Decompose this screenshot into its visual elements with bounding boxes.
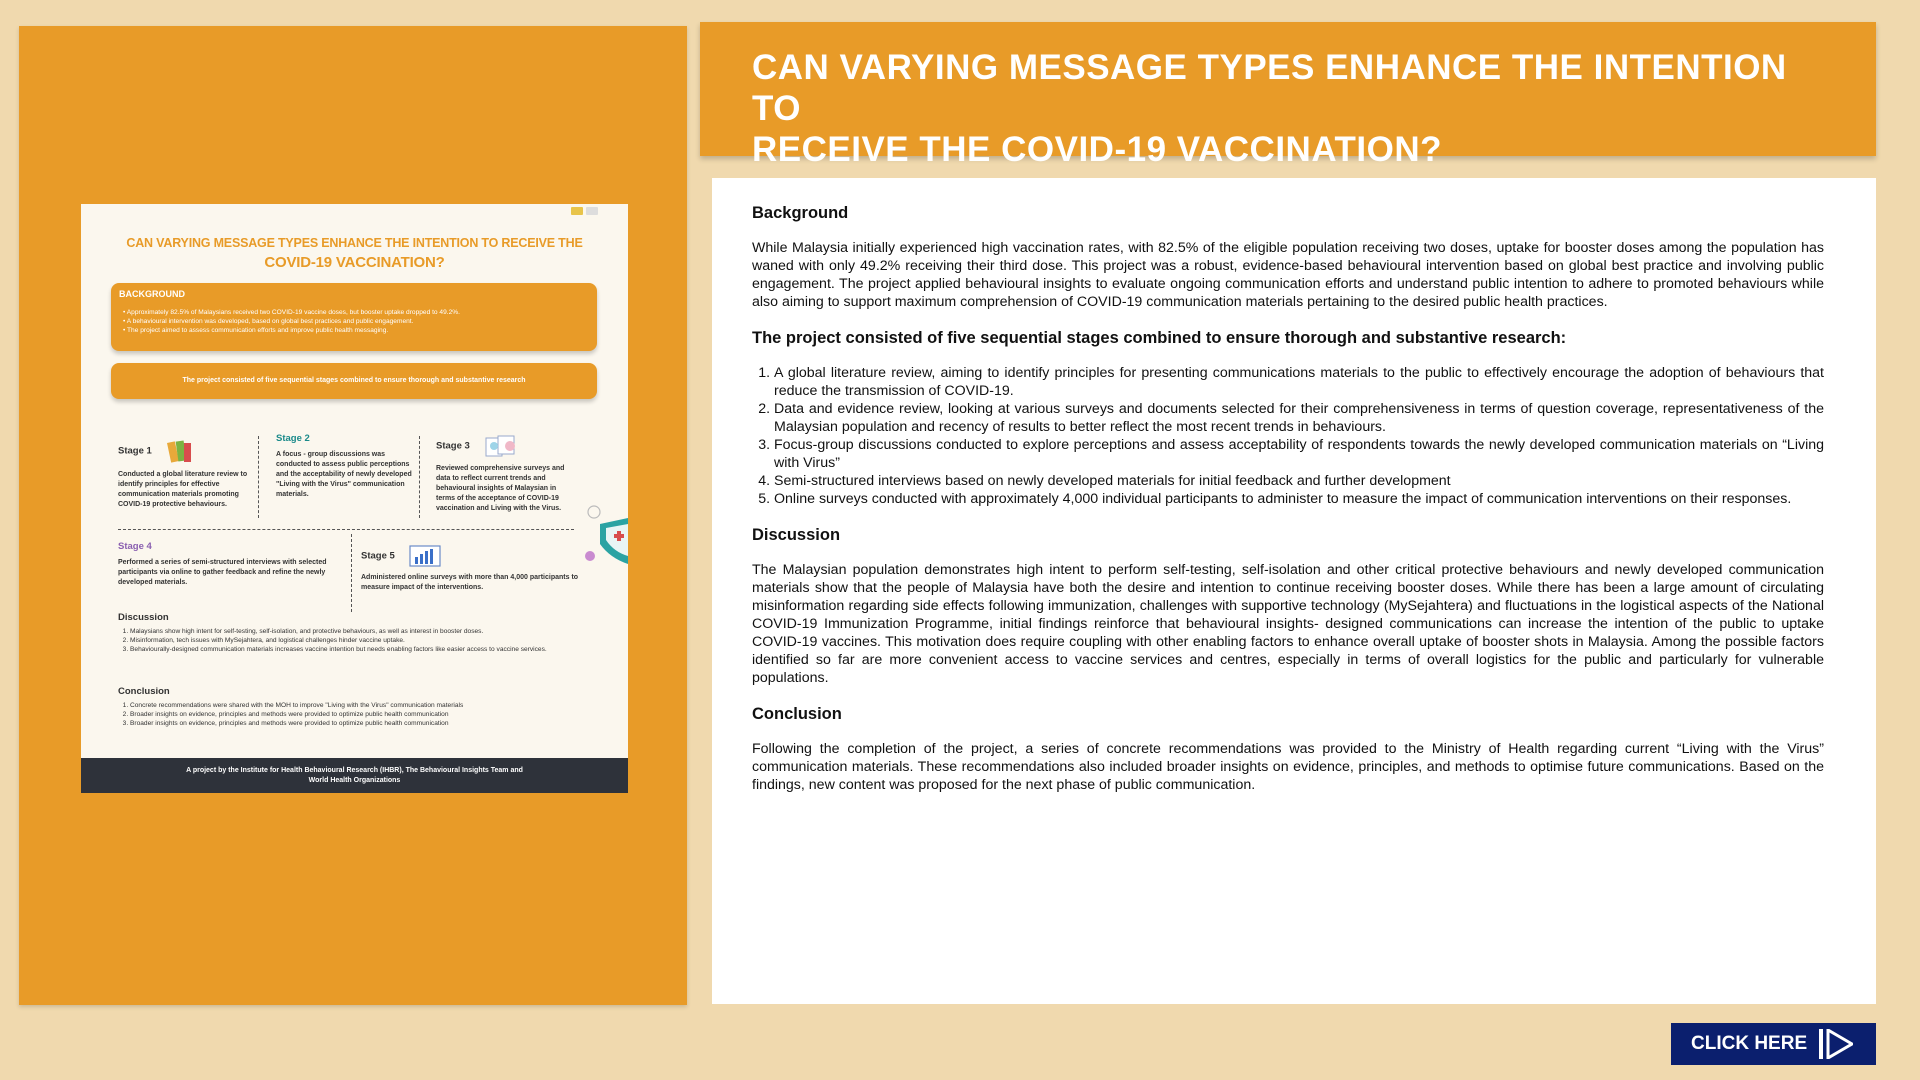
- divider: [351, 534, 352, 612]
- background-text: While Malaysia initially experienced high vaccination rates, with 82.5% of the eligible population receiving two doses, uptake for booster doses among the population has waned with only 49.2% receiving their third dose. This project was a robust, evidence-based behavioural intervention based on global best practice and involving public engagement. The project applied behavioural insights to evaluate ongoing communication efforts and understand public intention to adhere to promoted behaviours while also aiming to support maximum comprehension of COVID-19 communication materials pertaining to the desired public health practices.: [752, 240, 1824, 310]
- page-title-line2: RECEIVE THE COVID-19 VACCINATION?: [752, 130, 1442, 169]
- poster-footer-line2: World Health Organizations: [308, 777, 401, 784]
- books-icon: [166, 438, 196, 464]
- stage-text: A focus - group discussions was conducted to assess public perceptions and the acceptability of newly developed "Living with the Virus" communication materials.: [276, 451, 412, 498]
- conclusion-text: Following the completion of the project, a series of concrete recommendations was provided to the Ministry of Health regarding current “Living with the Virus” communication materials. These recommendations also included broader insights on evidence, principles, and methods to optimise future communications. Based on the findings, new content was proposed for the next phase of public communication.: [752, 741, 1824, 793]
- title-banner: [700, 22, 1876, 169]
- stage-label: Stage 2: [276, 433, 310, 444]
- stage-item: 2. Data and evidence review, looking at various surveys and documents selected for their comprehensiveness in terms of question coverage, representativeness of the Malaysian population and recency of results to better reflect the most recent trends in behaviours.: [774, 400, 1824, 436]
- poster-background-bullet: • Approximately 82.5% of Malaysians received two COVID-19 vaccine doses, but booster uptake dropped to 49.2%.: [123, 308, 589, 317]
- poster-background-bullet: • A behavioural intervention was developed, based on global best practices and public engagement.: [123, 317, 589, 326]
- poster-discussion-item: 3. Behaviourally-designed communication materials increases vaccine intention but needs enabling factors like easier access to vaccine services.: [130, 645, 584, 654]
- page-title-line1: CAN VARYING MESSAGE TYPES ENHANCE THE INTENTION TO: [752, 48, 1787, 128]
- poster-conclusion-heading: Conclusion: [118, 686, 170, 697]
- stage-text: Reviewed comprehensive surveys and data to reflect current trends and behavioural insights of Malaysian in terms of the acceptance of COVID-19 vaccination and Living with the Virus.: [436, 465, 565, 512]
- stage-text: Conducted a global literature review to identify principles for effective communication materials promoting COVID-19 protective behaviours.: [118, 471, 248, 508]
- poster-discussion: [118, 612, 584, 654]
- poster-discussion-item: 1. Malaysians show high intent for self-testing, self-isolation, and protective behaviours, as well as interest in booster doses.: [130, 627, 584, 636]
- divider: [258, 436, 259, 518]
- poster-discussion-heading: Discussion: [118, 612, 169, 623]
- poster-title-line1: CAN VARYING MESSAGE TYPES ENHANCE THE INTENTION TO RECEIVE THE: [126, 236, 583, 250]
- virus-shield-icon: [580, 494, 628, 574]
- poster-stage-1: [118, 438, 248, 510]
- poster-image[interactable]: [81, 204, 628, 793]
- poster-background-heading: BACKGROUND: [119, 289, 185, 299]
- poster-conclusion-item: 2. Broader insights on evidence, principles and methods were provided to optimize public health communication: [130, 710, 584, 719]
- stage-item: 4. Semi-structured interviews based on newly developed materials for initial feedback and further development: [774, 472, 1824, 490]
- poster-conclusion-item: 1. Concrete recommendations were shared with the MOH to improve "Living with the Virus" communication materials: [130, 701, 584, 710]
- stage-label: Stage 1: [118, 445, 152, 457]
- stage-text: Administered online surveys with more than 4,000 participants to measure impact of the interventions.: [361, 574, 579, 591]
- divider: [419, 436, 420, 518]
- poster-footer-line1: A project by the Institute for Health Behavioural Research (IHBR), The Behavioural Insights Team and: [186, 767, 523, 774]
- poster-conclusion-item: 3. Broader insights on evidence, principles and methods were provided to optimize public health communication: [130, 719, 584, 728]
- click-here-label: CLICK HERE: [1691, 1033, 1808, 1054]
- poster-stage-5: [361, 545, 581, 593]
- poster-footer: [81, 758, 628, 793]
- stages-heading: The project consisted of five sequential stages combined to ensure thorough and substantive research:: [752, 329, 1567, 347]
- content-card: [712, 178, 1876, 1004]
- stage-item: 1. A global literature review, aiming to identify principles for presenting communications materials to the public to effectively encourage the adoption of behaviours that reduce the transmission of COVID-19.: [774, 364, 1824, 400]
- stages-list: [752, 364, 1824, 508]
- chart-icon: [409, 545, 441, 567]
- stage-label: Stage 3: [436, 440, 470, 452]
- divider: [118, 529, 574, 530]
- documents-icon: [484, 434, 524, 458]
- poster-background-box: [111, 283, 597, 351]
- play-arrow-icon: [1819, 1029, 1853, 1059]
- stage-label: Stage 4: [118, 541, 152, 552]
- poster-title-line2: COVID-19 VACCINATION?: [264, 254, 445, 271]
- stage-item: 3. Focus-group discussions conducted to explore perceptions and assess acceptability of respondents towards the newly developed communication materials on “Living with Virus”: [774, 436, 1824, 472]
- background-heading: Background: [752, 204, 849, 222]
- poster-title: [99, 234, 610, 272]
- stage-label: Stage 5: [361, 550, 395, 562]
- poster-background-bullet: • The project aimed to assess communication efforts and improve public health messaging.: [123, 326, 589, 335]
- poster-stage-banner: The project consisted of five sequential stages combined to ensure thorough and substantive research: [111, 363, 597, 399]
- poster-discussion-item: 2. Misinformation, tech issues with MySejahtera, and logistical challenges hinder vaccine uptake.: [130, 636, 584, 645]
- poster-stage-3: [436, 434, 576, 514]
- discussion-heading: Discussion: [752, 526, 841, 544]
- poster-logos: [571, 207, 598, 215]
- poster-conclusion: [118, 686, 584, 728]
- page-title: [752, 47, 1824, 170]
- poster-stage-2: [276, 434, 416, 500]
- stage-item: 5. Online surveys conducted with approximately 4,000 individual participants to administer to measure the impact of communication interventions on their responses.: [774, 490, 1824, 508]
- poster-panel: [19, 26, 687, 1005]
- discussion-text: The Malaysian population demonstrates high intent to perform self-testing, self-isolation and other critical protective behaviours and newly developed communication materials show that the people of Malaysia have both the desire and intention to continue receiving booster doses. While there has been a large amount of circulating misinformation regarding side effects following immunization, challenges with supportive technology (MySejahtera) and fluctuations in the logistical aspects of the National COVID-19 Immunization Programme, initial findings reinforce that behavioural insights- designed communications can increase the intention of the public to uptake COVID-19 vaccines. This motivation does require coupling with other enabling factors to enhance overall uptake of booster shots in Malaysia. Among the possible factors identified so far are more convenient access to vaccine services and centres, especially in terms of overall logistics for the public and particularly for vulnerable populations.: [752, 562, 1824, 686]
- click-here-button[interactable]: [1671, 1023, 1876, 1065]
- conclusion-heading: Conclusion: [752, 705, 842, 723]
- stage-text: Performed a series of semi-structured interviews with selected participants via online to gather feedback and refine the newly developed materials.: [118, 559, 327, 586]
- poster-stage-4: [118, 542, 348, 588]
